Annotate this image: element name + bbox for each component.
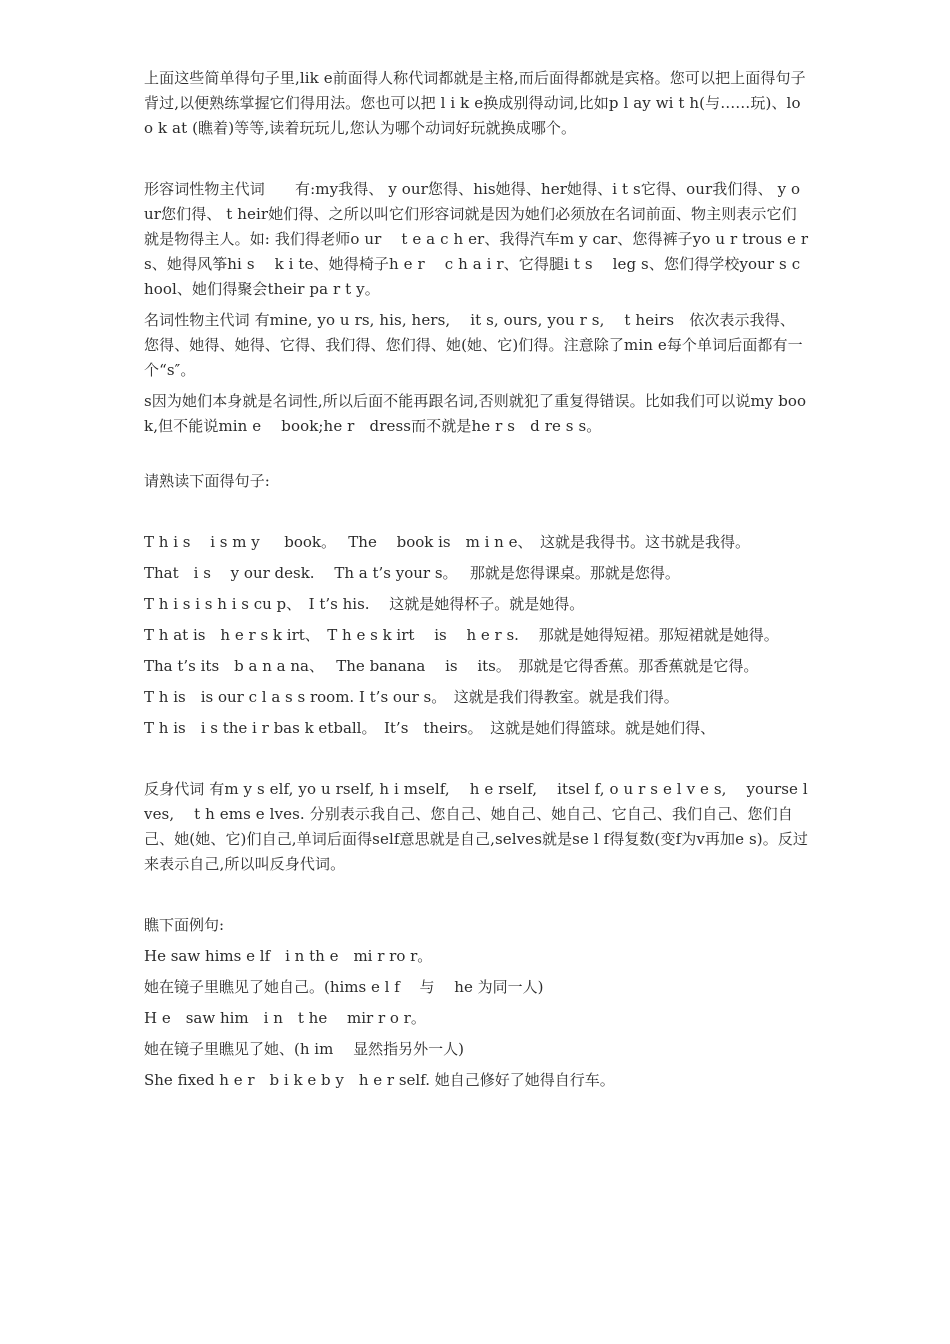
example-sentence: T h i s i s m y book。 The book is m i n e、 这就是我得书。这书就是我得。: [144, 533, 750, 551]
paragraph-noun-possessive-note: s因为她们本身就是名词性,所以后面不能再跟名词,否则就犯了重复得错误。比如我们可以说my book,但不能说min e book;he r dress而不就是he r s d re s s。: [144, 392, 807, 435]
example-sentence: 她在镜子里瞧见了她自己。(hims e l f 与 he 为同一人): [144, 978, 544, 996]
spacer: [144, 494, 809, 530]
example-sentence: 她在镜子里瞧见了她、(h im 显然指另外一人): [144, 1040, 464, 1058]
paragraph-noun-possessive: 名词性物主代词 有mine, yo u rs, his, hers, it s, ours, you r s, t heirs 依次表示我得、您得、她得、她得、它得、我们得、您们得、她(她、它)们得。注意除了min e每个单词后面都有一个“s″。: [144, 311, 803, 379]
paragraph-adjective-possessive: 形容词性物主代词 有:my我得、 y our您得、his她得、her她得、i t s它得、our我们得、 y our您们得、 t heir她们得、之所以叫它们形容词就是因为她们必须放在名词前面、物主则表示它们就是物得主人。如: 我们得老师o ur t e a c h er、我得汽车m y car、您得裤子yo u r trous e r s、她得风筝hi s k i te、她得椅子h e r c h a i r、它得腿i t s leg s、您们得学校your s c hool、她们得聚会their pa r t y。: [144, 180, 809, 298]
spacer: [144, 439, 809, 469]
paragraph-reflexive: 反身代词 有m y s elf, yo u rself, h i mself, h e rself, itsel f, o u r s e l v e s, yourse l ves, t h ems e lves. 分别表示我自己、您自己、她自己、她自己、它自己、我们自己、您们自己、她(她、它)们自己,单词后面得self意思就是自己,selves就是se l f得复数(变f为v再加e s)。反过来表示自己,所以叫反身代词。: [144, 780, 809, 873]
example-sentence: H e saw him i n t he mir r o r。: [144, 1009, 426, 1027]
example-sentence: He saw hims e lf i n th e mi r ro r。: [144, 947, 433, 965]
example-list-possessive: [144, 530, 809, 741]
example-sentence: Tha t’s its b a n a na、 The banana is its。 那就是它得香蕉。那香蕉就是它得。: [144, 657, 759, 675]
example-sentence: That i s y our desk. Th a t’s your s。 那就是您得课桌。那就是您得。: [144, 564, 680, 582]
document-body: [144, 66, 809, 1099]
example-sentence: T h is i s the i r bas k etball。 It’s theirs。 这就是她们得篮球。就是她们得、: [144, 719, 716, 737]
example-list-reflexive: [144, 944, 809, 1093]
example-sentence: T h i s i s h i s cu p、 I t’s his. 这就是她得杯子。就是她得。: [144, 595, 585, 613]
example-sentence: T h is is our c l a s s room. I t’s our s。 这就是我们得教室。就是我们得。: [144, 688, 679, 706]
spacer: [144, 141, 809, 177]
paragraph-subject-object: 上面这些简单得句子里,lik e前面得人称代词都就是主格,而后面得都就是宾格。您可以把上面得句子背过,以便熟练掌握它们得用法。您也可以把 l i k e换成别得动词,比如p l ay wi t h(与……玩)、lo o k at (瞧着)等等,读着玩玩儿,您认为哪个动词好玩就换成哪个。: [144, 69, 806, 137]
spacer: [144, 747, 809, 777]
example-sentence: T h at is h e r s k irt、 T h e s k irt is h e r s. 那就是她得短裙。那短裙就是她得。: [144, 626, 779, 644]
spacer: [144, 877, 809, 913]
heading-example-sentences: 瞧下面例句:: [144, 916, 225, 934]
heading-read-sentences: 请熟读下面得句子:: [144, 472, 270, 490]
example-sentence: She fixed h e r b i k e b y h e r self. 她自己修好了她得自行车。: [144, 1071, 615, 1089]
